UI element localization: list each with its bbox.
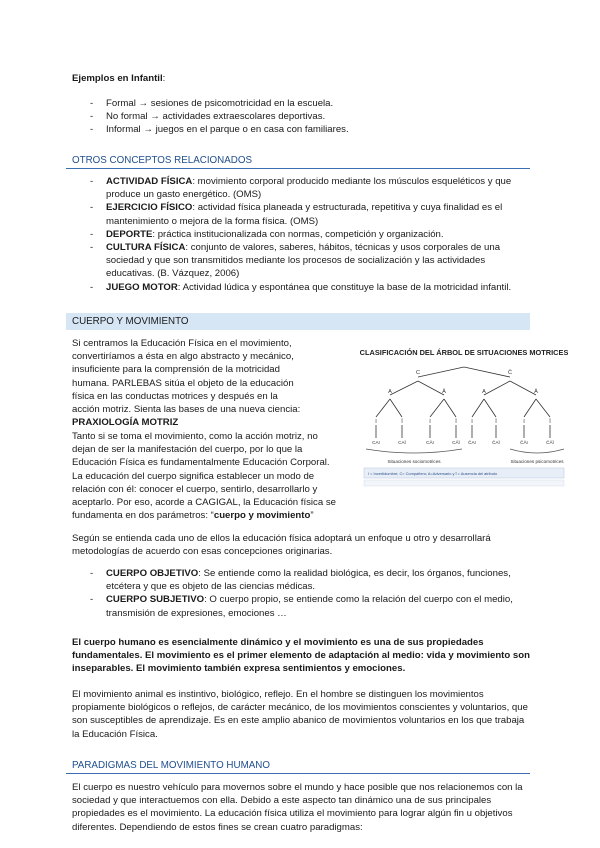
- node-i-neg: Ī: [401, 419, 403, 425]
- figure-footer-strip: [364, 480, 564, 486]
- figure-title: CLASIFICACIÓN DEL ÁRBOL DE SITUACIONES MOTRICES: [360, 348, 568, 357]
- term-actividad-fisica: ACTIVIDAD FÍSICA: [106, 176, 193, 187]
- infantil-list: [90, 97, 530, 137]
- definition-text: : Actividad lúdica y espontánea que constituye la base de la motricidad infantil.: [177, 281, 512, 293]
- list-item: - Informal → juegos en el parque o en casa con familiares.: [90, 124, 349, 136]
- list-item: - Formal → sesiones de psicomotricidad en la escuela.: [90, 98, 334, 109]
- cuerpo-list: [90, 567, 530, 620]
- list-item: - CUERPO SUBJETIVO: O cuerpo propio, se entiende como la relación del cuerpo con el medio, transmisión de expresiones, emociones …: [90, 594, 513, 619]
- node-i: I: [471, 419, 473, 425]
- node-i-neg: Ī: [549, 419, 551, 425]
- node-i-neg: Ī: [495, 419, 497, 425]
- definition-text: : práctica institucionalizada con normas, competición y organización.: [152, 228, 444, 240]
- otros-list: [90, 175, 530, 294]
- cuerpo-paragraph-2: [72, 430, 340, 522]
- tree-diagram: [360, 343, 568, 493]
- infantil-item-formal: Formal → sesiones de psicomotricidad en la escuela.: [106, 98, 334, 109]
- paragraph-text: El cuerpo es nuestro vehículo para movernos sobre el mundo y hace posible que nos relacionemos con la sociedad y que interactuemos con ella. Debido a este aspecto tan dinámico una de sus principales propiedades es el movimiento. La educación física utiliza el movimiento para lograr algún fin u objetivos diferentes. Dependiendo de estos fines se crean cuatro paradigmas:: [72, 782, 523, 833]
- list-item: - CULTURA FÍSICA: conjunto de valores, saberes, hábitos, técnicas y usos corporales de una sociedad y que son transmitidos mediante los procesos de socialización y las actividades educativas. (B. Vázquez, 2006): [90, 242, 501, 280]
- node-a-neg-left: Ā: [442, 389, 446, 395]
- paragraph-text: Según se entienda cada uno de ellos la educación física adoptará un enfoque u otro y desarrollará metodologías de acuerdo con esas concepciones originarias.: [72, 533, 491, 558]
- paragraph-text: El movimiento animal es instintivo, biológico, reflejo. En el hombre se distinguen los movimientos propiamente biológicos o reflejos, de carácter mecánico, de los movimientos conscientes y voluntarios, que son susceptibles de aprendizaje. Es en este amplio abanico de movimientos voluntarios en los que trabaja la Educación Física.: [72, 689, 528, 740]
- i-nodes: [375, 418, 551, 425]
- term-cuerpo-objetivo: CUERPO OBJETIVO: [106, 568, 199, 579]
- section-cuerpo-movimiento: [66, 313, 530, 330]
- tree-edges: [376, 367, 550, 438]
- infantil-heading-line: [72, 72, 530, 85]
- list-item: - EJERCICIO FÍSICO: actividad física planeada y estructurada, repetitiva y cuya finalidad es el mantenimiento o mejora de la forma física. (OMS): [90, 202, 503, 227]
- definition-text: : Se entiende como la realidad biológica, es decir, los órganos, funciones, etcétera y que es objeto de las ciencias médicas.: [106, 568, 511, 593]
- figure-caption: I = Incertidumbre; C= Compañero; A=Adversario y Ī = Ausencia del atributo: [368, 471, 498, 476]
- leaf-c-neg-a-neg-i: CĀĪ: [452, 440, 460, 445]
- brace-left: [366, 449, 462, 453]
- paragraph-text: El cuerpo humano es esencialmente dinámico y el movimiento es una de sus propiedades fundamentales. El movimiento es el primer elemento de adaptación al medio: vida y movimiento son inseparables. El movimiento también expresa sentimientos y emociones.: [72, 637, 530, 675]
- cuerpo-paragraph-4: [72, 688, 530, 741]
- praxiologia-motriz-term: PRAXIOLOGÍA MOTRIZ: [72, 417, 179, 429]
- definition-text: : actividad física planeada y estructurada, repetitiva y cuya finalidad es el mantenimiento o mejora de la forma física. (OMS): [106, 202, 503, 227]
- list-item: - DEPORTE: práctica institucionalizada con normas, competición y organización.: [90, 228, 444, 240]
- section-title: PARADIGMAS DEL MOVIMIENTO HUMANO: [72, 760, 270, 771]
- cuerpo-movimiento-term: cuerpo y movimiento: [213, 510, 311, 522]
- node-a-right: A: [482, 389, 486, 395]
- section-title: OTROS CONCEPTOS RELACIONADOS: [72, 155, 253, 166]
- paragraph-text: Tanto si se toma el movimiento, como la acción motriz, no dejan de ser la manifestación del cuerpo, por lo que la Educación Física es fundamentalmente Educación Corporal. La educación del cuerpo significa establecer un modo de relación con él: conocer el cuerpo, sentirlo, desarrollarlo y aceptarlo. Por eso, acorde a CAGIGAL, la Educación física se fundamenta en dos parámetros: “: [72, 431, 336, 522]
- infantil-heading: Ejemplos en Infantil: [72, 73, 163, 84]
- definition-text: : conjunto de valores, saberes, hábitos, técnicas y usos corporales de una sociedad y que son transmitidos mediante los procesos de socialización y las actividades educativas. (B. Vázquez, 2006): [106, 242, 501, 280]
- infantil-heading-colon: :: [162, 73, 166, 84]
- term-cultura-fisica: CULTURA FÍSICA: [106, 242, 186, 254]
- leaf-neg-c-neg-a-neg-i: C̄ĀĪ: [546, 440, 554, 445]
- definition-text: : movimiento corporal producido mediante los músculos esqueléticos y que produce un gasto energético. (OMS): [106, 176, 512, 201]
- list-item: - No formal → actividades extraescolares deportivas.: [90, 111, 326, 123]
- cuerpo-bold-paragraph: [72, 636, 530, 676]
- section-otros-conceptos: [66, 152, 530, 169]
- leaf-cai: CAI: [372, 440, 380, 445]
- node-a-left: A: [388, 389, 392, 395]
- cuerpo-paragraph-3: [72, 532, 530, 558]
- infantil-item-informal: Informal → juegos en el parque o en casa con familiares.: [106, 124, 349, 136]
- group-psicomotrices: Situaciones psicomotrices: [510, 459, 564, 464]
- node-a-neg-right: Ā: [534, 389, 538, 395]
- brace-right: [510, 449, 564, 453]
- node-i: I: [375, 419, 377, 425]
- paragraph-text: Si centramos la Educación Física en el movimiento, convertiríamos a ésta en algo abstracto y mecánico, insuficiente para la comprensión de la motricidad humana. PARLEBAS sitúa el objeto de la educación física en las conductas motrices y después en la acción motriz. Sienta las bases de una nueva ciencia:: [72, 338, 301, 416]
- definition-text: : O cuerpo propio, se entiende como la relación del cuerpo con el medio, transmisión de expresiones, emociones …: [106, 594, 513, 619]
- leaf-neg-c-neg-a-i: C̄ĀI: [520, 440, 528, 445]
- term-ejercicio-fisico: EJERCICIO FÍSICO: [106, 202, 193, 214]
- motor-situations-tree-figure: [360, 343, 568, 493]
- term-juego-motor: JUEGO MOTOR: [106, 281, 178, 293]
- cuerpo-paragraph-1: [72, 337, 304, 429]
- node-i: I: [523, 419, 525, 425]
- node-i-neg: Ī: [455, 419, 457, 425]
- infantil-item-no-formal: No formal → actividades extraescolares deportivas.: [106, 111, 326, 123]
- paradigmas-paragraph: [72, 781, 530, 834]
- leaf-neg-c-a-i: C̄AI: [468, 440, 476, 445]
- list-item: - JUEGO MOTOR: Actividad lúdica y espontánea que constituye la base de la motricidad infantil.: [90, 281, 512, 293]
- node-i: I: [429, 419, 431, 425]
- node-c-neg: C̄: [507, 370, 513, 376]
- leaf-neg-c-a-neg-i: C̄AĪ: [492, 440, 500, 445]
- node-c: C: [415, 370, 421, 376]
- leaf-cai-neg-i: CAĪ: [398, 440, 406, 445]
- closing-quote: ”: [310, 510, 314, 522]
- group-sociomotrices: Situaciones sociomotrices: [387, 459, 441, 464]
- leaf-nodes: [372, 439, 554, 445]
- section-title: CUERPO Y MOVIMIENTO: [72, 316, 189, 327]
- term-cuerpo-subjetivo: CUERPO SUBJETIVO: [106, 594, 205, 606]
- list-item: - CUERPO OBJETIVO: Se entiende como la realidad biológica, es decir, los órganos, funciones, etcétera y que es objeto de las ciencias médicas.: [90, 568, 511, 593]
- list-item: - ACTIVIDAD FÍSICA: movimiento corporal producido mediante los músculos esqueléticos y que produce un gasto energético. (OMS): [90, 176, 512, 201]
- leaf-c-neg-a-i: CĀI: [426, 440, 434, 445]
- section-paradigmas: [66, 757, 530, 774]
- term-deporte: DEPORTE: [106, 228, 153, 240]
